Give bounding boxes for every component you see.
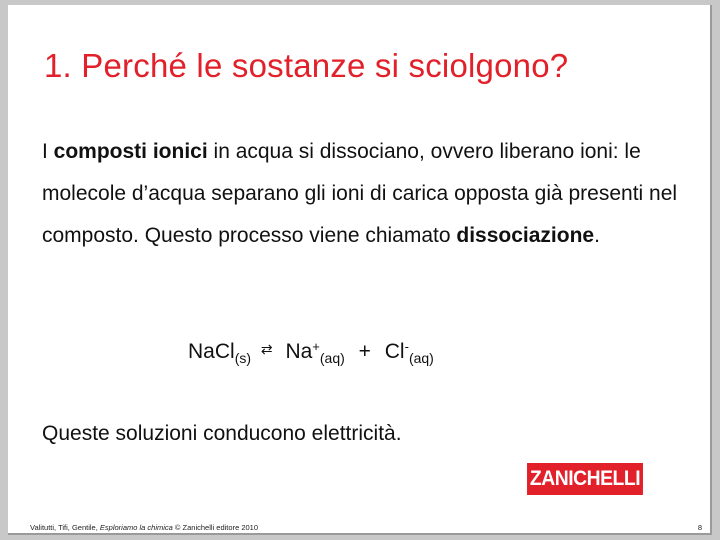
paragraph-text: I [42,140,54,163]
footer-authors: Valitutti, Tifi, Gentile, [30,523,100,532]
cation-state: (aq) [319,350,345,366]
anion-formula: Cl [384,340,405,363]
reactant-state: (s) [234,350,252,366]
equilibrium-arrow-icon: ⇄ [260,341,273,357]
dissociation-equation [188,339,434,366]
page-number: 8 [697,523,702,532]
footer-publisher: © Zanichelli editore 2010 [172,523,259,532]
footer-book-title: Esploriamo la chimica [99,523,173,532]
paragraph-text: in acqua si dissociano, ovvero liberano ioni: le molecole d’acqua separano gli ioni di carica opposta già presenti nel composto. Questo processo viene chiamato [42,140,678,247]
body-paragraph [42,131,682,257]
footer-credits [30,523,258,532]
anion-charge: - [404,339,409,354]
paragraph-text: . [594,224,600,247]
slide [8,5,712,535]
reactant-formula: NaCl [188,340,235,363]
conductivity-note: Queste soluzioni conducono elettricità. [42,422,402,445]
cation-charge: + [312,339,320,354]
paragraph-bold-term: dissociazione [456,224,595,247]
paragraph-bold-term: composti ionici [53,140,208,163]
anion-state: (aq) [408,350,434,366]
slide-title: 1. Perché le sostanze si sciolgono? [44,47,569,84]
zanichelli-logo: ZANICHELLI [527,463,643,495]
plus-sign: + [358,340,371,363]
cation-formula: Na [285,340,313,363]
